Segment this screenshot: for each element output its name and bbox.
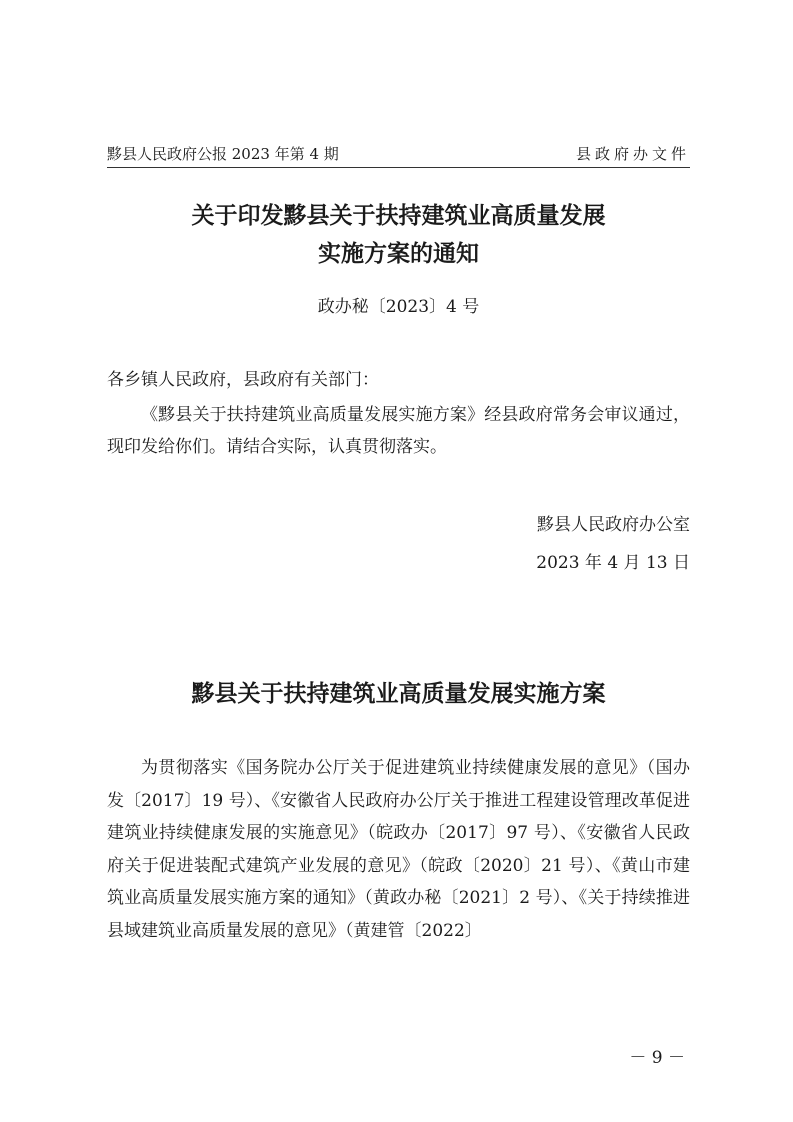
header-section: 县政府办文件 [575, 145, 690, 163]
notice-title-line1: 关于印发黟县关于扶持建筑业高质量发展 [191, 202, 606, 229]
header-publication: 黟县人民政府公报 2023 年第 4 期 [107, 145, 339, 163]
plan-paragraph: 为贯彻落实《国务院办公厅关于促进建筑业持续健康发展的意见》（国办发〔2017〕19 号）、《安徽省人民政府办公厅关于推进工程建设管理改革促进建筑业持续健康发展的实施意见》（皖政办〔2017〕97 号）、《安徽省人民政府关于促进装配式建筑产业发展的意见》（皖政〔2020〕21 号）、《黄山市建筑业高质量发展实施方案的通知》（黄政办秘〔2021〕2 号）、《关于持续推进县域建筑业高质量发展的意见》（黄建管〔2022〕 [107, 758, 690, 941]
notice-title-line2: 实施方案的通知 [318, 240, 479, 267]
document-number: 政办秘〔2023〕4 号 [317, 297, 480, 317]
addressee: 各乡镇人民政府，县政府有关部门： [107, 370, 379, 390]
signature-date: 2023 年 4 月 13 日 [536, 553, 690, 573]
page-header [107, 141, 690, 168]
page-number: － 9 － [629, 1048, 685, 1068]
notice-title [107, 197, 690, 273]
notice-paragraph: 《黟县关于扶持建筑业高质量发展实施方案》经县政府常务会审议通过，现印发给你们。请结合实际，认真贯彻落实。 [107, 405, 690, 457]
signature-organization: 黟县人民政府办公室 [537, 515, 690, 535]
plan-title: 黟县关于扶持建筑业高质量发展实施方案 [191, 680, 606, 707]
